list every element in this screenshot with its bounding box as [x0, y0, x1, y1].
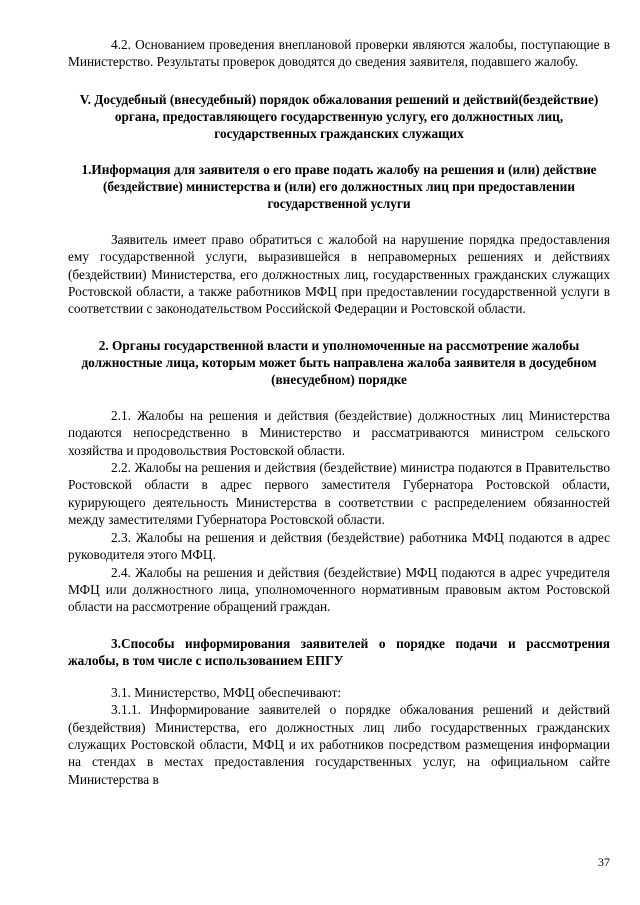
paragraph-3-1-1: 3.1.1. Информирование заявителей о порядке обжалования решений и действий (бездействия) Министерства, его должностных лиц либо государственных гражданских служащих Ростовской области, МФЦ и их работников посредством размещения информации на стендах в местах предоставления государственных услуг, на официальном сайте Министерства в — [68, 702, 610, 787]
paragraph-2-2: 2.2. Жалобы на решения и действия (бездействие) министра подаются в Правительство Ростовской области в адрес первого заместителя Губернатора Ростовской области, курирующего деятельность Министерства в соответствии с распределением обязанностей между заместителями Губернатора Ростовской области. — [68, 460, 610, 528]
subsection-3-title: 3.Способы информирования заявителей о порядке подачи и рассмотрения жалобы, в том числе с использованием ЕПГУ — [68, 635, 610, 668]
paragraph-4-2: 4.2. Основанием проведения внеплановой проверки являются жалобы, поступающие в Министерство. Результаты проверок доводятся до сведения заявителя, подавшего жалобу. — [68, 37, 610, 70]
paragraph-2-3: 2.3. Жалобы на решения и действия (бездействие) работника МФЦ подаются в адрес руководителя этого МФЦ. — [68, 529, 610, 563]
spacer — [68, 212, 610, 231]
spacer — [68, 388, 610, 407]
spacer — [68, 669, 610, 684]
subsection-1-title: 1.Информация для заявителя о его праве подать жалобу на решения и (или) действие (бездействие) министерства и (или) его должностных лиц при предоставлении государственной услуги — [81, 161, 597, 211]
subsection-2-title: 2. Органы государственной власти и уполномоченные на рассмотрение жалобы должностные лица, которым может быть направлена жалоба заявителя в досудебном (внесудебном) порядке — [81, 337, 597, 387]
paragraph-3-1: 3.1. Министерство, МФЦ обеспечивают: — [111, 684, 342, 700]
section-5-title: V. Досудебный (внесудебный) порядок обжалования решений и действий(бездействие) органа, предоставляющего государственную услугу, его должностных лиц, государственных гражданских служащих — [79, 91, 599, 141]
paragraph-2-4: 2.4. Жалобы на решения и действия (бездействие) МФЦ подаются в адрес учредителя МФЦ или должностного лица, уполномоченного нормативным правовым актом Ростовской области на рассмотрение обращений граждан. — [68, 564, 610, 615]
paragraph-2-1: 2.1. Жалобы на решения и действия (бездействие) должностных лиц Министерства подаются непосредственно в Министерство и рассматриваются министром сельского хозяйства и продовольствия Ростовской области. — [68, 407, 610, 458]
spacer — [68, 142, 610, 161]
spacer — [68, 616, 610, 635]
page-number: 37 — [598, 855, 610, 869]
spacer — [68, 318, 610, 337]
subsection-1-text: Заявитель имеет право обратиться с жалобой на нарушение порядка предоставления ему государственной услуги, выразившейся в неправомерных решениях и действиях (бездействии) Министерства, его должностных лиц, государственных гражданских служащих Ростовской области, а также работников МФЦ при предоставлении государственной услуги в соответствии с законодательством Российской Федерации и Ростовской области. — [68, 231, 610, 317]
